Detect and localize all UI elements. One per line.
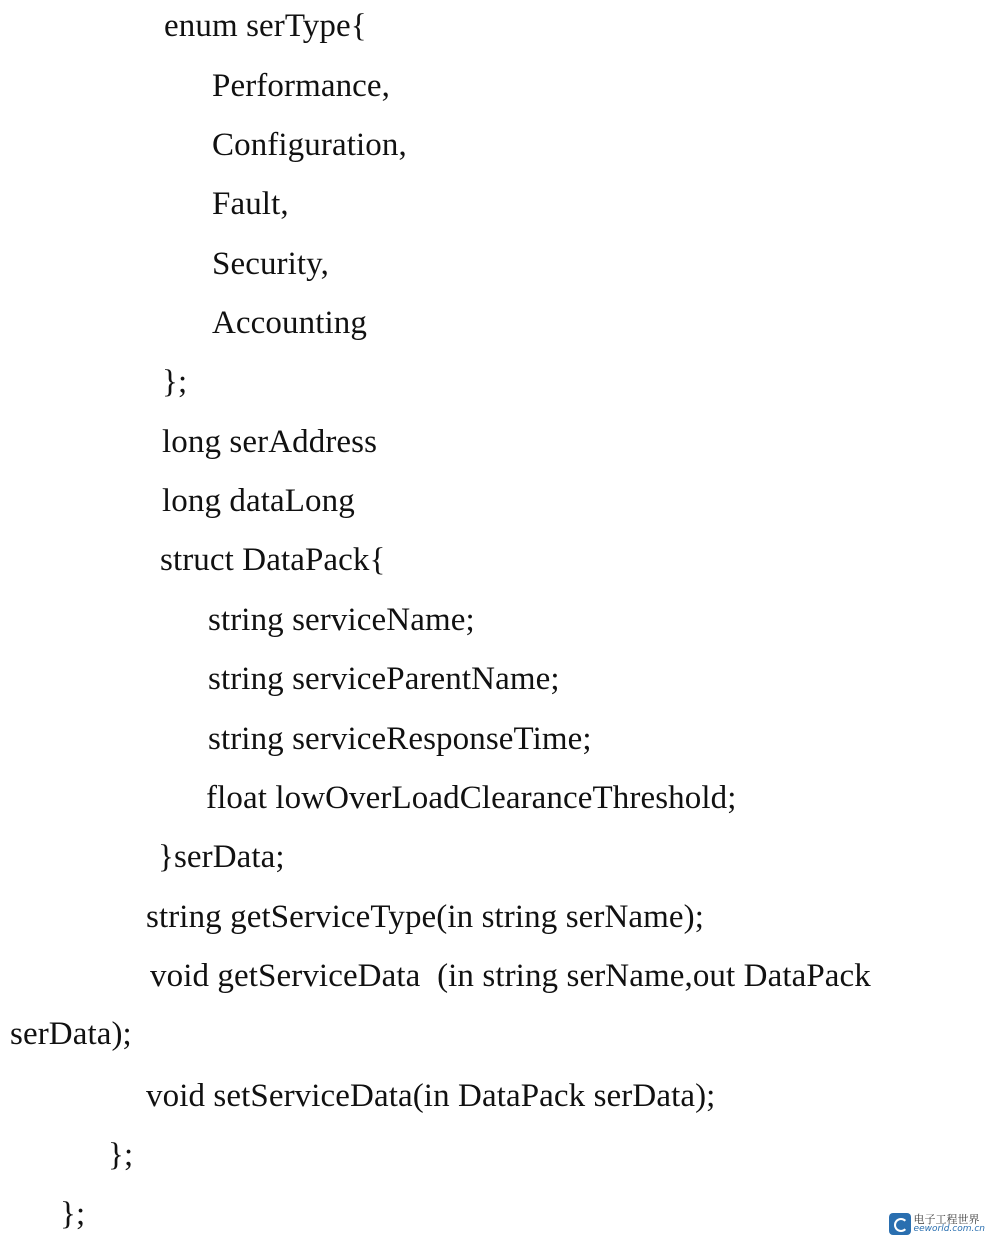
- code-line: };: [60, 1196, 86, 1232]
- watermark-site: eeworld.com.cn: [913, 1224, 985, 1234]
- eeworld-logo-icon: [889, 1213, 911, 1235]
- code-line: string getServiceType(in string serName);: [146, 899, 705, 935]
- code-line: enum serType{: [164, 8, 367, 44]
- code-line: void getServiceData (in string serName,out DataPack: [150, 958, 871, 994]
- code-line: Configuration,: [212, 127, 407, 163]
- code-line: struct DataPack{: [160, 542, 386, 578]
- code-line: void setServiceData(in DataPack serData);: [146, 1078, 716, 1114]
- code-line: };: [162, 364, 188, 400]
- code-line: float lowOverLoadClearanceThreshold;: [206, 780, 737, 816]
- code-line: long serAddress: [162, 424, 378, 460]
- code-line: string serviceParentName;: [208, 661, 560, 697]
- code-line: };: [108, 1137, 134, 1173]
- watermark-title: 电子工程世界: [913, 1213, 980, 1226]
- code-line: Accounting: [212, 305, 367, 341]
- watermark: [889, 1213, 985, 1235]
- code-line: Fault,: [212, 186, 289, 222]
- code-line: serData);: [10, 1016, 132, 1052]
- code-line: string serviceResponseTime;: [208, 721, 592, 757]
- code-line: Security,: [212, 246, 329, 282]
- code-line: }serData;: [158, 839, 285, 875]
- code-line: long dataLong: [162, 483, 355, 519]
- code-line: Performance,: [212, 68, 391, 104]
- code-line: string serviceName;: [208, 602, 475, 638]
